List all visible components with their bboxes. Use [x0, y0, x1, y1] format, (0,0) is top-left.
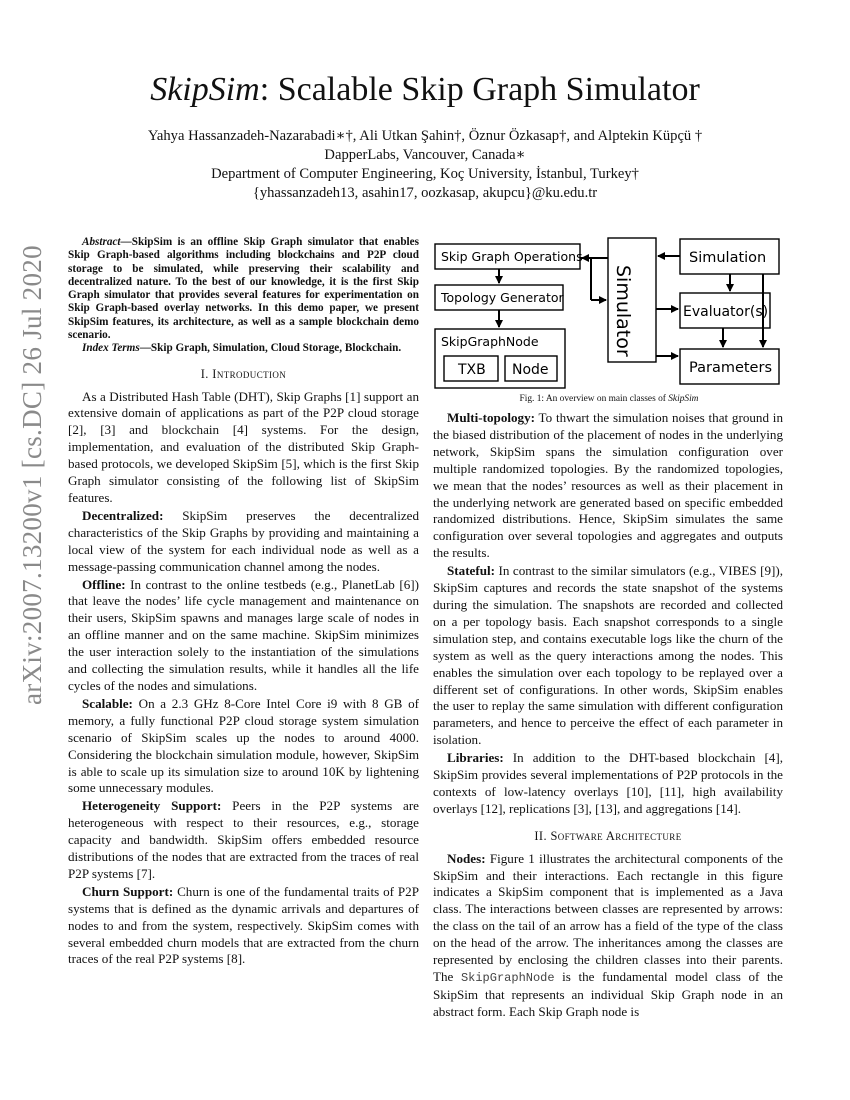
label-simulation: Simulation: [689, 250, 767, 266]
feature-paragraph-heterogeneity: [68, 798, 419, 883]
index-terms: [68, 342, 419, 355]
feature-paragraph-libraries: [433, 750, 783, 818]
index-terms-lead: Index Terms: [82, 342, 140, 355]
paragraph-text: On a 2.3 GHz 8-Core Intel Core i9 with 8 GB of memory, a fully functional P2P cloud storage system simulation scenario of SkipSim scales up the nodes to around 4000. Considering the blockchain simulation module, however, SkipSim is able to scale up its simulation size to around 10K by lightening some unnecessary modules.: [68, 695, 419, 796]
left-column: [68, 236, 419, 969]
affiliation-1: DapperLabs, Vancouver, Canada∗: [324, 147, 526, 163]
figure-architecture-diagram: [433, 236, 785, 390]
paragraph-text: In addition to the DHT-based blockchain [4], SkipSim provides several implementations of P2P protocols in the contexts of low-latency overlays [10], [11], high availability overlays [12], replications [3], [13], and aggregations [14].: [433, 750, 783, 816]
box-topology-generator: [435, 285, 565, 310]
paragraph-heading: Stateful:: [447, 563, 496, 579]
title-system-name: SkipSim: [150, 71, 260, 108]
label-topology-generator: Topology Generator: [441, 290, 564, 305]
abstract: [68, 236, 419, 342]
box-evaluators: [680, 293, 770, 328]
arxiv-identifier: arXiv:2007.13200v1 [cs.DC] 26 Jul 2020: [17, 245, 47, 705]
label-txb: TXB: [458, 362, 486, 378]
label-skipgraphnode: SkipGraphNode: [441, 334, 539, 349]
label-evaluators: Evaluator(s): [683, 304, 769, 320]
section-heading-introduction: I. Introduction: [200, 366, 287, 381]
intro-paragraph: [68, 389, 419, 507]
feature-paragraph-offline: [68, 577, 419, 695]
paragraph-text: Churn is one of the fundamental traits of P2P systems that is defined as the dynamic arrivals and departures of nodes to and from the system, respectively. SkipSim comes with several embedded churn models that are extracted from the churn traces of the real P2P systems [8].: [68, 883, 419, 967]
affiliation-2: Department of Computer Engineering, Koç University, İstanbul, Turkey†: [211, 166, 639, 182]
label-parameters: Parameters: [689, 360, 772, 376]
paragraph-heading: Nodes:: [447, 850, 486, 866]
architecture-diagram-svg: [433, 236, 785, 390]
box-parameters: [680, 349, 779, 384]
box-simulation: [680, 239, 779, 274]
feature-paragraph-stateful: [433, 563, 783, 749]
right-column: [433, 410, 783, 1022]
box-skip-graph-operations: [435, 244, 583, 269]
box-skipgraphnode: [435, 329, 565, 388]
nodes-paragraph: [433, 851, 783, 1021]
paragraph-text: In contrast to the online testbeds (e.g., PlanetLab [6]) that leave the nodes’ life cycle management and maintenance on their users, SkipSim spawns and manages large scale of nodes in an offline manner and on the same machine. SkipSim minimizes the user interaction solely to the instantiation of the simulations and collecting the simulation results, while it handles all the life cycles of the nodes and simulations.: [68, 576, 419, 693]
author-block: [0, 127, 850, 203]
paragraph-heading: Heterogeneity Support:: [82, 798, 222, 814]
feature-paragraph-multi-topology: [433, 410, 783, 562]
paragraph-text: Figure 1 illustrates the architectural components of the SkipSim and their interactions. Each rectangle in this figure indicates a SkipSim component that is implemented as a Java class. The interactions between classes are represented by arrows: the class on the tail of an arrow has a field of the type of the class on the head of the arrow. The inheritances among the classes are represented by enclosing the children classes into their parents. The: [433, 850, 783, 984]
caption-system-name: SkipSim: [668, 394, 699, 404]
abstract-lead: Abstract: [82, 236, 121, 248]
label-simulator: Simulator: [612, 265, 634, 357]
caption-prefix: Fig. 1: An overview on main classes of: [519, 394, 669, 404]
paragraph-text: SkipSim preserves the decentralized characteristics of the Skip Graphs by providing and maintaining a local view of the system for each individual node as well as a message-passing communication channel among the nodes.: [68, 507, 419, 574]
paragraph-heading: Libraries:: [447, 750, 504, 766]
paragraph-text-continued: is the fundamental model class of the SkipSim that represents an individual Skip Graph node in an abstract form. Each Skip Graph node is: [433, 969, 783, 1019]
feature-paragraph-churn: [68, 884, 419, 969]
paragraph-text: Peers in the P2P systems are heterogeneous with respect to their resources, e.g., storage capacity and bandwidth. SkipSim offers embedded resource distributions of the nodes that are extracted from the traces of real P2P systems [7].: [68, 798, 419, 881]
feature-paragraph-scalable: [68, 696, 419, 797]
author-names: Yahya Hassanzadeh-Nazarabadi∗†, Ali Utkan Şahin†, Öznur Özkasap†, and Alptekin Küpçü †: [147, 128, 703, 144]
author-emails: {yhassanzadeh13, asahin17, oozkasap, akupcu}@ku.edu.tr: [252, 185, 598, 201]
paragraph-heading: Multi-topology:: [447, 410, 536, 425]
index-terms-text: —Skip Graph, Simulation, Cloud Storage, Blockchain.: [139, 342, 402, 355]
paragraph-text: As a Distributed Hash Table (DHT), Skip Graphs [1] support an extensive domain of applications as part of the P2P cloud storage [2], [3] and blockchain [4] systems. For the design, implementation, and evaluation of the distributed Skip Graph-based protocols, we developed SkipSim [5], which is the first Skip Graph simulator consisting of the following list of SkipSim features.: [68, 388, 419, 506]
label-node: Node: [512, 362, 549, 378]
paragraph-heading: Offline:: [82, 576, 126, 592]
box-simulator: [608, 238, 656, 362]
paper-title: [0, 70, 850, 110]
figure-caption: [433, 393, 785, 405]
section-heading-software-architecture: II. Software Architecture: [534, 828, 682, 843]
paragraph-text: In contrast to the similar simulators (e.g., VIBES [9]), SkipSim captures and records the state snapshot of the systems during the simulation. The snapshots are recorded and collected on a per topology basis. Each snapshot corresponds to a single simulation step, and contains executable logs like the churn of the system as well as the query interactions among the nodes. This enables the simulation over each topology to be replayed over a different set of configurations. In other words, SkipSim enables the user to replay the same simulation with different configuration parameters, and hence to perceive the effect of each parameter in isolation.: [433, 563, 783, 748]
paragraph-heading: Scalable:: [82, 695, 133, 711]
code-class-name: SkipGraphNode: [460, 971, 555, 985]
paragraph-heading: Decentralized:: [82, 507, 164, 523]
feature-paragraph-decentralized: [68, 508, 419, 576]
paragraph-heading: Churn Support:: [82, 883, 174, 899]
abstract-text: —SkipSim is an offline Skip Graph simulator that enables Skip Graph-based algorithms including blockchains and P2P cloud storage to be simulated, while preserving their scalability and decentralized nature. To the best of our knowledge, it is the first Skip Graph simulator that provides several features for experimentation on Skip Graph-based overlay networks. In this demo paper, we present SkipSim features, its architecture, as well as a sample blockchain demo scenario.: [68, 236, 419, 342]
label-skip-graph-operations: Skip Graph Operations: [441, 249, 583, 264]
paragraph-text: To thwart the simulation noises that ground in the biased distribution of the placement of nodes in the underlying network, SkipSim spans the simulation configuration over multiple randomized topologies. By the randomized topologies, we mean that the nodes’ resources as well as their placement in the underlying network are generated based on specific embedded randomized distributions. Hence, SkipSim simulates the same configuration over several topologies and aggregates and outputs the results.: [433, 410, 783, 561]
title-rest: : Scalable Skip Graph Simulator: [259, 71, 700, 108]
